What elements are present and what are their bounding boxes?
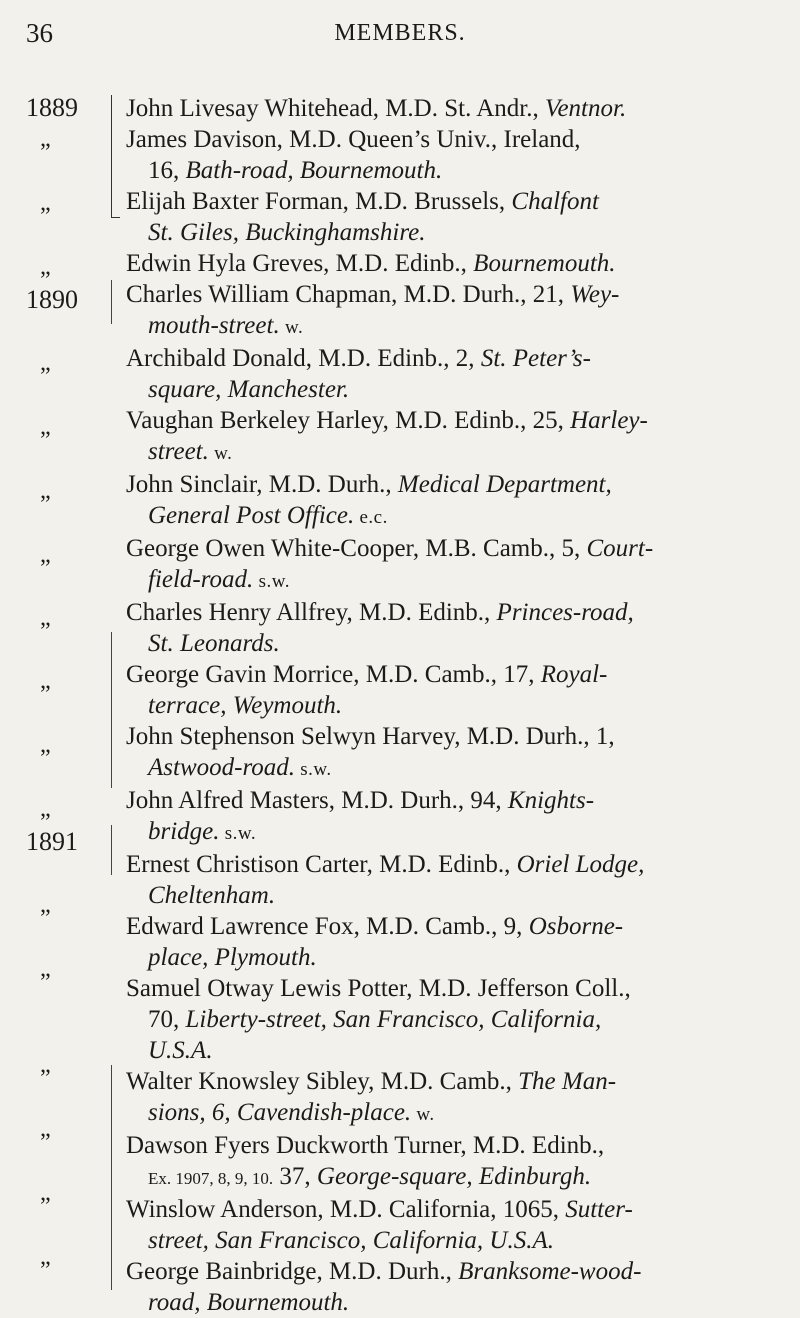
member-entry: John Alfred Masters, M.D. Durh., 94, Knights- bridge. s.w.	[126, 787, 595, 845]
ditto-mark: „	[40, 892, 50, 918]
member-entry: John Livesay Whitehead, M.D. St. Andr., Ventnor.	[126, 95, 627, 122]
ditto-mark: „	[40, 126, 50, 152]
member-entry: George Bainbridge, M.D. Durh., Branksome-wood- road, Bournemouth.	[126, 1258, 642, 1316]
member-entry: Walter Knowsley Sibley, M.D. Camb., The Man- sions, 6, Cavendish-place. w.	[126, 1068, 617, 1126]
ditto-mark: „	[40, 414, 50, 440]
bracket-line	[111, 95, 120, 218]
member-entry: Edwin Hyla Greves, M.D. Edinb., Bournemouth.	[126, 250, 616, 277]
member-entry: Ernest Christison Carter, M.D. Edinb., Oriel Lodge, Cheltenham.	[126, 851, 645, 909]
ditto-mark: „	[40, 1180, 50, 1206]
ditto-mark: „	[40, 732, 50, 758]
member-entry: Charles Henry Allfrey, M.D. Edinb., Princes-road, St. Leonards.	[126, 599, 634, 657]
divider-line	[111, 1065, 112, 1290]
ditto-mark: „	[40, 190, 50, 216]
member-entry: Winslow Anderson, M.D. California, 1065, Sutter- street, San Francisco, California, U.S.A.	[126, 1196, 633, 1254]
divider-line	[111, 825, 112, 875]
ditto-mark: „	[40, 956, 50, 982]
ditto-mark: „	[40, 542, 50, 568]
year-label: 1891	[26, 827, 78, 856]
year-label: 1889	[26, 93, 78, 122]
ditto-mark: „	[40, 1116, 50, 1142]
ditto-mark: „	[40, 1052, 50, 1078]
member-entry: Edward Lawrence Fox, M.D. Camb., 9, Osborne- place, Plymouth.	[126, 913, 624, 971]
member-entry: John Sinclair, M.D. Durh., Medical Department, General Post Office. e.c.	[126, 471, 612, 529]
ditto-mark: „	[40, 796, 50, 822]
divider-line	[111, 280, 112, 324]
ditto-mark: „	[40, 605, 50, 631]
ditto-mark: „	[40, 668, 50, 694]
member-entry: George Owen White-Cooper, M.B. Camb., 5, Court- field-road. s.w.	[126, 535, 654, 593]
member-entry: Vaughan Berkeley Harley, M.D. Edinb., 25, Harley- street. w.	[126, 407, 648, 465]
member-list	[126, 93, 778, 1318]
divider-line	[111, 632, 112, 788]
ditto-mark: „	[40, 478, 50, 504]
running-title: MEMBERS.	[334, 20, 466, 46]
member-entry: Dawson Fyers Duckworth Turner, M.D. Edinb., Ex. 1907, 8, 9, 10. 37, George-square, Edinburgh.	[126, 1132, 605, 1190]
member-entry: Archibald Donald, M.D. Edinb., 2, St. Peter’s- square, Manchester.	[126, 345, 591, 403]
ditto-mark: „	[40, 254, 50, 280]
year-label: 1890	[26, 285, 78, 314]
ditto-mark: „	[40, 350, 50, 376]
member-entry: James Davison, M.D. Queen’s Univ., Ireland, 16, Bath-road, Bournemouth.	[126, 126, 581, 184]
member-entry: John Stephenson Selwyn Harvey, M.D. Durh., 1, Astwood-road. s.w.	[126, 723, 615, 781]
member-entry: George Gavin Morrice, M.D. Camb., 17, Royal- terrace, Weymouth.	[126, 661, 608, 719]
member-entry: Elijah Baxter Forman, M.D. Brussels, Chalfont St. Giles, Buckinghamshire.	[126, 188, 599, 246]
member-entry: Charles William Chapman, M.D. Durh., 21, Wey- mouth-street. w.	[126, 281, 620, 339]
page-number: 36	[26, 18, 53, 48]
ditto-mark: „	[40, 1244, 50, 1270]
member-entry: Samuel Otway Lewis Potter, M.D. Jefferson Coll., 70, Liberty-street, San Francisco, California, U.S.A.	[126, 975, 631, 1064]
